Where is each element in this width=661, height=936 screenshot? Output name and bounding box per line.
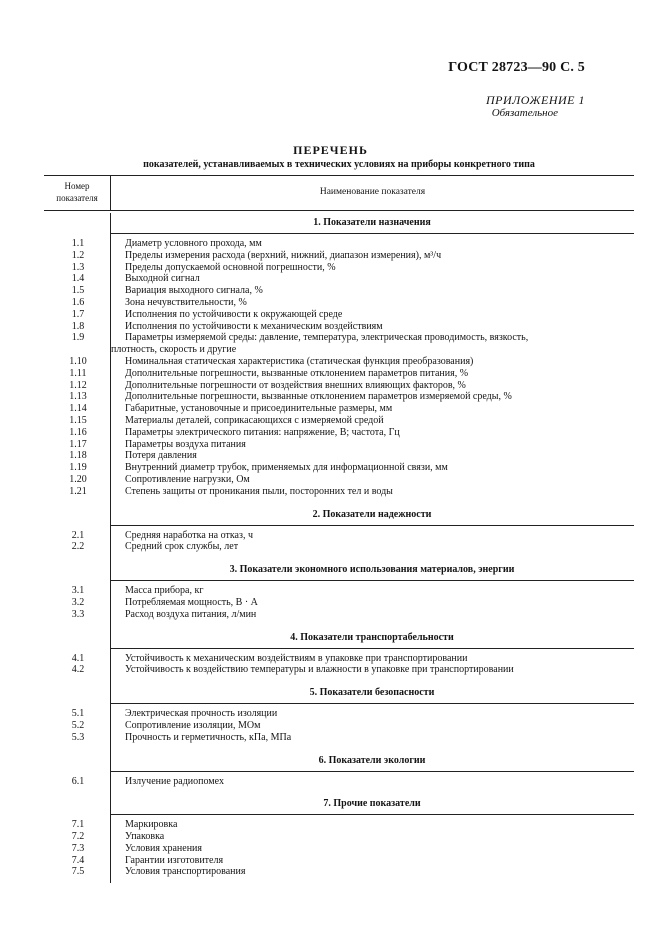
indicator-number: 1.20 [69, 473, 87, 485]
indicator-number: 1.15 [69, 414, 87, 426]
indicator-number: 1.2 [71, 249, 85, 261]
table-row [44, 609, 634, 621]
table-row [44, 831, 634, 843]
section-gap [44, 553, 634, 558]
indicator-name-text: Материалы деталей, соприкасающихся с измеряемой средой [125, 414, 384, 426]
section-gap [44, 787, 634, 792]
section-title [44, 751, 634, 771]
page-title: ПЕРЕЧЕНЬ [293, 143, 368, 157]
indicator-name-text: Вариация выходного сигнала, % [125, 285, 263, 297]
table-row [44, 321, 634, 333]
table-row [44, 368, 634, 380]
indicator-name [111, 831, 634, 843]
section-title [44, 560, 634, 580]
indicator-name-text: Средняя наработка на отказ, ч [125, 529, 253, 541]
indicator-name [111, 380, 634, 392]
indicator-number: 1.3 [71, 261, 85, 273]
section-gap [44, 621, 634, 626]
indicator-name [111, 541, 634, 553]
indicator-name-text: Масса прибора, кг [125, 585, 204, 597]
indicator-name-text: Устойчивость к механическим воздействиям в упаковке при транспортировании [125, 652, 468, 664]
indicator-number: 1.1 [71, 238, 85, 249]
indicator-name [111, 427, 634, 439]
indicator-name [111, 356, 634, 368]
indicator-name [111, 297, 634, 309]
section-title [44, 683, 634, 703]
table-row [44, 664, 634, 676]
indicator-number: 3.3 [71, 608, 85, 620]
indicator-name [111, 450, 634, 462]
indicator-number: 1.5 [71, 285, 85, 297]
indicator-name-text: Прочность и герметичность, кПа, МПа [125, 731, 292, 743]
indicator-name [111, 368, 634, 380]
indicator-number: 4.1 [71, 652, 85, 664]
table-row [44, 776, 634, 788]
table-row [44, 391, 634, 403]
section-title-text: 4. Показатели транспортабельности [290, 631, 454, 643]
page-subtitle: показателей, устанавливаемых в технических условиях на приборы конкретного типа [143, 159, 535, 170]
section-divider [110, 525, 634, 526]
indicator-name [111, 391, 634, 403]
indicator-name [111, 250, 634, 262]
section-title [44, 628, 634, 648]
indicator-name [111, 321, 634, 333]
indicator-number: 7.3 [71, 842, 85, 854]
indicator-number: 5.2 [71, 719, 85, 731]
indicator-number: 2.2 [71, 541, 85, 553]
indicators-table [44, 175, 634, 883]
table-row [44, 450, 634, 462]
indicator-name [111, 238, 634, 250]
table-row [44, 530, 634, 542]
indicator-number: 1.11 [69, 367, 87, 379]
indicator-name [111, 332, 634, 356]
table-row [44, 597, 634, 609]
indicator-number: 2.1 [71, 529, 85, 541]
appendix-label: ПРИЛОЖЕНИЕ 1 [486, 93, 585, 107]
table-row [44, 732, 634, 744]
indicator-name [111, 439, 634, 451]
indicator-number: 1.10 [69, 355, 87, 367]
indicator-number: 1.16 [69, 426, 87, 438]
indicator-name [111, 720, 634, 732]
indicator-name-text: Параметры воздуха питания [125, 438, 246, 450]
indicator-name [111, 309, 634, 321]
table-row [44, 720, 634, 732]
indicator-name-text: Сопротивление изоляции, МОм [125, 719, 261, 731]
table-row [44, 474, 634, 486]
indicator-name-text: Зона нечувствительности, % [125, 296, 247, 308]
table-row [44, 273, 634, 285]
section-gap [44, 676, 634, 681]
section-title-text: 7. Прочие показатели [323, 798, 421, 810]
indicator-name-text: Гарантии изготовителя [125, 854, 224, 866]
indicator-name-text: Исполнения по устойчивости к механическим воздействиям [125, 320, 383, 332]
indicator-name-text: Параметры электрического питания: напряжение, В; частота, Гц [125, 426, 400, 438]
section-title [44, 794, 634, 814]
table-row [44, 462, 634, 474]
table-row [44, 708, 634, 720]
section-title [44, 505, 634, 525]
indicator-name [111, 262, 634, 274]
indicator-name-text: Исполнения по устойчивости к окружающей среде [125, 308, 343, 320]
indicator-name [111, 273, 634, 285]
indicator-number: 1.12 [69, 379, 87, 391]
table-row [44, 439, 634, 451]
indicator-number: 1.19 [69, 462, 87, 474]
table-row [44, 297, 634, 309]
section-gap [44, 878, 634, 883]
indicator-name [111, 403, 634, 415]
indicator-name [111, 855, 634, 867]
table-row [44, 415, 634, 427]
column-header-number: Номер показателя [56, 181, 98, 203]
indicator-name-text: Устойчивость к воздействию температуры и влажности в упаковке при транспортировании [125, 664, 514, 676]
column-header-name: Наименование показателя [319, 187, 426, 197]
indicator-name-text: Пределы допускаемой основной погрешности, % [125, 261, 336, 273]
indicator-name [111, 486, 634, 498]
indicator-name-text: Степень защиты от проникания пыли, посторонних тел и воды [125, 485, 393, 497]
table-row [44, 486, 634, 498]
section-title-text: 1. Показатели назначения [313, 217, 431, 228]
indicator-name [111, 732, 634, 744]
table-row [44, 866, 634, 878]
indicator-number: 7.1 [71, 819, 85, 831]
table-row [44, 843, 634, 855]
indicator-number: 1.18 [69, 450, 87, 462]
indicator-name-text: Габаритные, установочные и присоединительные размеры, мм [125, 403, 393, 415]
table-row [44, 380, 634, 392]
indicator-name-text: Дополнительные погрешности, вызванные отклонением параметров измеряемой среды, % [125, 391, 512, 403]
indicator-name [111, 776, 634, 788]
table-row [44, 427, 634, 439]
indicator-name-text: Диаметр условного прохода, мм [125, 238, 262, 249]
table-row [44, 238, 634, 250]
section-divider [110, 580, 634, 581]
section-title [44, 213, 634, 233]
indicator-name-text: Пределы измерения расхода (верхний, нижний, диапазон измерения), м³/ч [125, 249, 442, 261]
indicator-name [111, 866, 634, 878]
section-divider [110, 814, 634, 815]
indicator-number: 1.7 [71, 308, 85, 320]
indicator-number: 1.17 [69, 438, 87, 450]
section-divider [110, 233, 634, 234]
indicator-number: 1.6 [71, 296, 85, 308]
section-title-text: 2. Показатели надежности [312, 508, 432, 520]
indicator-number: 5.1 [71, 708, 85, 720]
table-header [44, 175, 634, 211]
indicator-number: 1.8 [71, 320, 85, 332]
indicator-name [111, 653, 634, 665]
table-row [44, 403, 634, 415]
indicator-name-text: Средний срок службы, лет [125, 541, 239, 553]
indicator-name [111, 474, 634, 486]
indicator-name-text: Потребляемая мощность, В · А [125, 596, 258, 608]
table-row [44, 541, 634, 553]
indicator-name-text: Дополнительные погрешности, вызванные отклонением параметров питания, % [125, 367, 469, 379]
indicator-name-text: Условия транспортирования [125, 866, 246, 878]
indicator-number: 3.2 [71, 596, 85, 608]
indicator-name-text: Маркировка [125, 819, 178, 831]
indicator-name-text: Сопротивление нагрузки, Ом [125, 473, 250, 485]
indicator-number: 7.2 [71, 831, 85, 843]
table-row [44, 285, 634, 297]
table-row [44, 262, 634, 274]
table-row [44, 819, 634, 831]
indicator-name-continuation: плотность, скорость и другие [111, 344, 237, 356]
section-title-text: 3. Показатели экономного использования материалов, энергии [229, 564, 515, 576]
appendix-status: Обязательное [491, 107, 558, 119]
indicator-name [111, 597, 634, 609]
indicator-name [111, 285, 634, 297]
indicator-name-text: Потеря давления [125, 450, 197, 462]
table-row [44, 585, 634, 597]
indicator-name-text: Параметры измеряемой среды: давление, температура, электрическая проводимость, вязкость, [125, 332, 529, 344]
section-gap [44, 744, 634, 749]
table-row [44, 855, 634, 867]
indicator-number: 1.9 [71, 332, 85, 344]
indicator-name-text: Дополнительные погрешности от воздействия внешних влияющих факторов, % [125, 379, 466, 391]
indicator-name-text: Расход воздуха питания, л/мин [125, 608, 257, 620]
indicator-name [111, 843, 634, 855]
indicator-name [111, 664, 634, 676]
indicator-number: 1.4 [71, 273, 85, 285]
indicator-number: 5.3 [71, 731, 85, 743]
indicator-name-text: Внутренний диаметр трубок, применяемых для информационной связи, мм [125, 462, 448, 474]
indicator-number: 1.21 [69, 485, 87, 497]
indicator-number: 6.1 [71, 775, 85, 787]
standard-reference: ГОСТ 28723—90 С. 5 [448, 60, 585, 75]
indicator-number: 7.5 [71, 866, 85, 878]
indicator-name-text: Электрическая прочность изоляции [125, 708, 278, 720]
indicator-number: 3.1 [71, 585, 85, 597]
table-row [44, 332, 634, 356]
section-title-text: 5. Показатели безопасности [309, 687, 435, 699]
indicator-name-text: Номинальная статическая характеристика (статическая функция преобразования) [125, 355, 474, 367]
table-row [44, 653, 634, 665]
indicator-name [111, 462, 634, 474]
indicator-name-text: Условия хранения [125, 842, 203, 854]
section-divider [110, 703, 634, 704]
table-row [44, 309, 634, 321]
indicator-name-text: Излучение радиопомех [125, 775, 224, 787]
indicator-number: 1.14 [69, 403, 87, 415]
indicator-number: 4.2 [71, 664, 85, 676]
indicator-name [111, 585, 634, 597]
section-divider [110, 648, 634, 649]
indicator-name-text: Упаковка [125, 831, 165, 843]
table-body [44, 213, 634, 883]
table-row [44, 250, 634, 262]
indicator-name [111, 530, 634, 542]
indicator-name [111, 819, 634, 831]
indicator-name [111, 415, 634, 427]
indicator-number: 7.4 [71, 854, 85, 866]
table-row [44, 356, 634, 368]
indicator-name [111, 708, 634, 720]
indicator-number: 1.13 [69, 391, 87, 403]
section-divider [110, 771, 634, 772]
indicator-name-text: Выходной сигнал [125, 273, 200, 285]
section-title-text: 6. Показатели экологии [318, 754, 426, 766]
section-gap [44, 498, 634, 503]
indicator-name [111, 609, 634, 621]
